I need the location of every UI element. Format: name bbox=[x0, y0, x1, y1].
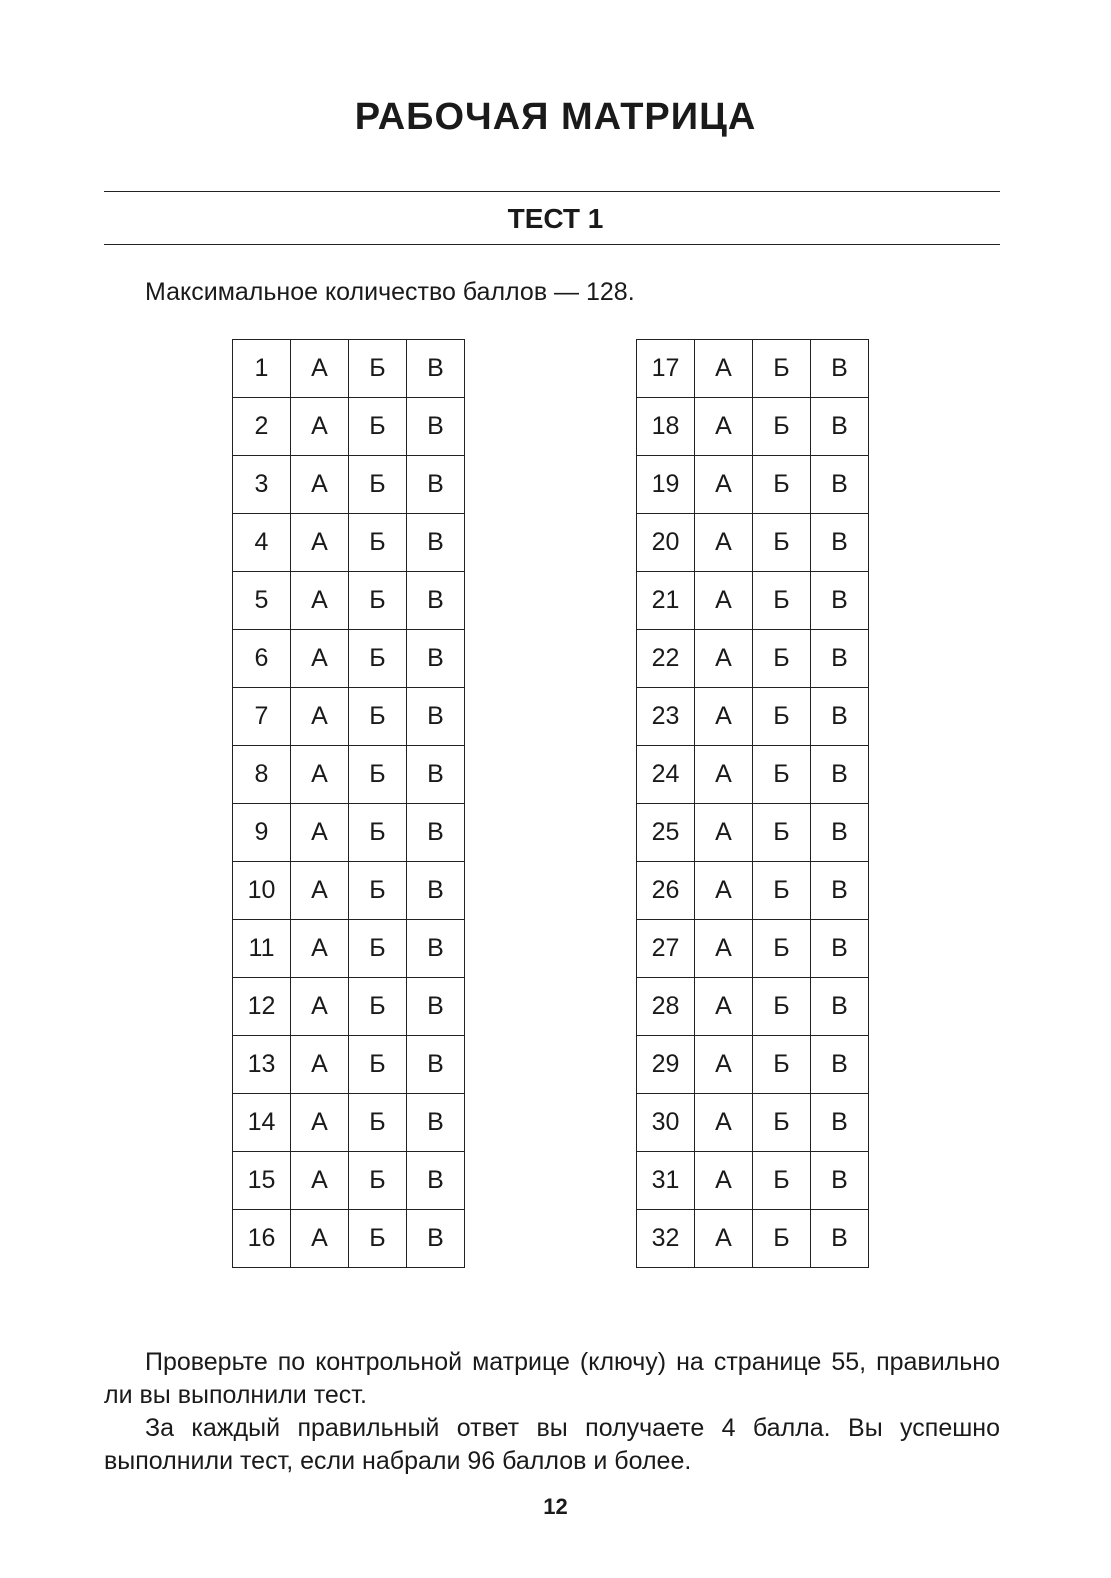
answer-option-cell[interactable]: Б bbox=[753, 1094, 811, 1152]
answer-option-cell[interactable]: В bbox=[407, 572, 465, 630]
matrix-row bbox=[637, 456, 869, 514]
question-number: 23 bbox=[637, 688, 695, 746]
answer-option-cell[interactable]: В bbox=[811, 746, 869, 804]
question-number: 13 bbox=[233, 1036, 291, 1094]
question-number: 17 bbox=[637, 340, 695, 398]
matrix-row bbox=[637, 398, 869, 456]
question-number: 26 bbox=[637, 862, 695, 920]
top-divider bbox=[104, 191, 1000, 192]
answer-option-cell[interactable]: В bbox=[811, 572, 869, 630]
answer-option-cell[interactable]: Б bbox=[349, 862, 407, 920]
answer-option-cell[interactable]: Б bbox=[753, 1152, 811, 1210]
question-number: 12 bbox=[233, 978, 291, 1036]
matrix-row bbox=[233, 1210, 465, 1268]
answer-option-cell[interactable]: Б bbox=[349, 920, 407, 978]
matrix-row bbox=[233, 456, 465, 514]
answer-option-cell[interactable]: В bbox=[407, 630, 465, 688]
answer-option-cell[interactable]: А bbox=[291, 688, 349, 746]
matrix-row bbox=[233, 804, 465, 862]
answer-option-cell[interactable]: Б bbox=[349, 514, 407, 572]
question-number: 32 bbox=[637, 1210, 695, 1268]
matrix-row bbox=[233, 398, 465, 456]
matrix-row bbox=[233, 688, 465, 746]
matrix-row bbox=[233, 1036, 465, 1094]
matrix-row bbox=[233, 862, 465, 920]
answer-option-cell[interactable]: В bbox=[407, 920, 465, 978]
question-number: 31 bbox=[637, 1152, 695, 1210]
question-number: 5 bbox=[233, 572, 291, 630]
answer-option-cell[interactable]: Б bbox=[753, 920, 811, 978]
matrix-row bbox=[637, 920, 869, 978]
matrix-row bbox=[233, 978, 465, 1036]
answer-option-cell[interactable]: Б bbox=[753, 1210, 811, 1268]
answer-option-cell[interactable]: Б bbox=[349, 1152, 407, 1210]
instruction-check bbox=[104, 1346, 1000, 1412]
answer-option-cell[interactable]: В bbox=[811, 1094, 869, 1152]
answer-option-cell[interactable]: А bbox=[291, 1094, 349, 1152]
question-number: 3 bbox=[233, 456, 291, 514]
instruction-check-text: Проверьте по контрольной матрице (ключу) на странице 55, правильно ли вы выполнили тест. bbox=[104, 1348, 1000, 1409]
answer-option-cell[interactable]: Б bbox=[349, 340, 407, 398]
answer-option-cell[interactable]: Б bbox=[753, 978, 811, 1036]
matrix-row bbox=[637, 862, 869, 920]
answer-option-cell[interactable]: Б bbox=[349, 398, 407, 456]
answer-option-cell[interactable]: В bbox=[407, 688, 465, 746]
answer-option-cell[interactable]: А bbox=[291, 1036, 349, 1094]
page-title: РАБОЧАЯ МАТРИЦА bbox=[354, 96, 757, 138]
answer-option-cell[interactable]: Б bbox=[753, 514, 811, 572]
answer-option-cell[interactable]: А bbox=[291, 920, 349, 978]
answer-option-cell[interactable]: А bbox=[695, 340, 753, 398]
answer-option-cell[interactable]: Б bbox=[349, 746, 407, 804]
instruction-scoring-text: За каждый правильный ответ вы получаете 4 балла. Вы успешно выполнили тест, если набрали 96 баллов и более. bbox=[104, 1414, 1000, 1475]
question-number: 10 bbox=[233, 862, 291, 920]
answer-option-cell[interactable]: Б bbox=[753, 804, 811, 862]
answer-option-cell[interactable]: В bbox=[407, 456, 465, 514]
question-number: 24 bbox=[637, 746, 695, 804]
question-number: 21 bbox=[637, 572, 695, 630]
answer-option-cell[interactable]: А bbox=[291, 978, 349, 1036]
question-number: 8 bbox=[233, 746, 291, 804]
answer-option-cell[interactable]: В bbox=[407, 1210, 465, 1268]
question-number: 18 bbox=[637, 398, 695, 456]
page-number: 12 bbox=[543, 1494, 568, 1519]
matrix-row bbox=[233, 1152, 465, 1210]
answer-option-cell[interactable]: В bbox=[811, 862, 869, 920]
matrix-row bbox=[637, 804, 869, 862]
answer-option-cell[interactable]: Б bbox=[753, 630, 811, 688]
instruction-scoring bbox=[104, 1412, 1000, 1478]
answer-option-cell[interactable]: А bbox=[695, 514, 753, 572]
answer-option-cell[interactable]: А bbox=[695, 920, 753, 978]
answer-option-cell[interactable]: Б bbox=[753, 456, 811, 514]
question-number: 22 bbox=[637, 630, 695, 688]
test-title: ТЕСТ 1 bbox=[507, 203, 604, 234]
answer-option-cell[interactable]: Б bbox=[349, 572, 407, 630]
answer-option-cell[interactable]: Б bbox=[349, 456, 407, 514]
matrix-row bbox=[637, 688, 869, 746]
answer-option-cell[interactable]: А bbox=[291, 572, 349, 630]
question-number: 14 bbox=[233, 1094, 291, 1152]
answer-option-cell[interactable]: Б bbox=[349, 978, 407, 1036]
answer-option-cell[interactable]: Б bbox=[349, 804, 407, 862]
matrix-row bbox=[233, 630, 465, 688]
answer-option-cell[interactable]: В bbox=[811, 456, 869, 514]
answer-option-cell[interactable]: В bbox=[407, 514, 465, 572]
matrix-row bbox=[637, 1036, 869, 1094]
matrix-row bbox=[233, 746, 465, 804]
answer-option-cell[interactable]: В bbox=[407, 1094, 465, 1152]
answer-option-cell[interactable]: В bbox=[407, 746, 465, 804]
answer-option-cell[interactable]: В bbox=[407, 804, 465, 862]
answer-option-cell[interactable]: Б bbox=[753, 398, 811, 456]
answer-option-cell[interactable]: А bbox=[291, 398, 349, 456]
answer-option-cell[interactable]: А bbox=[291, 804, 349, 862]
answer-option-cell[interactable]: В bbox=[407, 1152, 465, 1210]
matrix-row bbox=[637, 572, 869, 630]
answer-option-cell[interactable]: Б bbox=[753, 688, 811, 746]
question-number: 11 bbox=[233, 920, 291, 978]
answer-option-cell[interactable]: А bbox=[291, 1210, 349, 1268]
answer-option-cell[interactable]: А bbox=[695, 572, 753, 630]
matrix-row bbox=[233, 572, 465, 630]
question-number: 2 bbox=[233, 398, 291, 456]
answer-option-cell[interactable]: Б bbox=[349, 1210, 407, 1268]
answer-option-cell[interactable]: В bbox=[811, 978, 869, 1036]
answer-option-cell[interactable]: А bbox=[291, 514, 349, 572]
answer-option-cell[interactable]: В bbox=[407, 1036, 465, 1094]
answer-option-cell[interactable]: В bbox=[811, 920, 869, 978]
answer-option-cell[interactable]: А bbox=[695, 1094, 753, 1152]
answer-option-cell[interactable]: В bbox=[811, 1152, 869, 1210]
answer-option-cell[interactable]: Б bbox=[349, 1036, 407, 1094]
question-number: 19 bbox=[637, 456, 695, 514]
answer-option-cell[interactable]: А bbox=[695, 398, 753, 456]
answer-option-cell[interactable]: В bbox=[811, 804, 869, 862]
question-number: 4 bbox=[233, 514, 291, 572]
question-number: 25 bbox=[637, 804, 695, 862]
answer-matrix-left bbox=[232, 339, 465, 1268]
matrix-row bbox=[637, 340, 869, 398]
matrix-row bbox=[637, 630, 869, 688]
question-number: 16 bbox=[233, 1210, 291, 1268]
answer-option-cell[interactable]: Б bbox=[349, 630, 407, 688]
answer-option-cell[interactable]: В bbox=[407, 862, 465, 920]
answer-option-cell[interactable]: А bbox=[695, 804, 753, 862]
answer-option-cell[interactable]: А bbox=[695, 1210, 753, 1268]
answer-option-cell[interactable]: Б bbox=[753, 1036, 811, 1094]
matrix-row bbox=[637, 1210, 869, 1268]
answer-option-cell[interactable]: А bbox=[291, 340, 349, 398]
matrix-row bbox=[637, 746, 869, 804]
question-number: 9 bbox=[233, 804, 291, 862]
answer-option-cell[interactable]: А bbox=[695, 456, 753, 514]
answer-option-cell[interactable]: А bbox=[695, 630, 753, 688]
answer-option-cell[interactable]: А bbox=[291, 630, 349, 688]
question-number: 15 bbox=[233, 1152, 291, 1210]
answer-matrix-right bbox=[636, 339, 869, 1268]
answer-option-cell[interactable]: Б bbox=[753, 746, 811, 804]
answer-option-cell[interactable]: А bbox=[291, 456, 349, 514]
answer-option-cell[interactable]: В bbox=[811, 1036, 869, 1094]
answer-option-cell[interactable]: В bbox=[811, 340, 869, 398]
matrix-row bbox=[637, 514, 869, 572]
matrix-row bbox=[637, 1094, 869, 1152]
answer-option-cell[interactable]: В bbox=[811, 514, 869, 572]
question-number: 1 bbox=[233, 340, 291, 398]
question-number: 29 bbox=[637, 1036, 695, 1094]
matrix-row bbox=[637, 978, 869, 1036]
matrix-row bbox=[233, 514, 465, 572]
bottom-divider bbox=[104, 244, 1000, 245]
answer-option-cell[interactable]: Б bbox=[349, 688, 407, 746]
answer-option-cell[interactable]: А bbox=[291, 746, 349, 804]
answer-option-cell[interactable]: Б bbox=[753, 572, 811, 630]
answer-option-cell[interactable]: В bbox=[407, 978, 465, 1036]
matrix-row bbox=[233, 340, 465, 398]
question-number: 27 bbox=[637, 920, 695, 978]
answer-option-cell[interactable]: В bbox=[811, 1210, 869, 1268]
question-number: 20 bbox=[637, 514, 695, 572]
answer-option-cell[interactable]: В bbox=[811, 688, 869, 746]
answer-option-cell[interactable]: А bbox=[291, 862, 349, 920]
answer-option-cell[interactable]: А bbox=[695, 1152, 753, 1210]
answer-option-cell[interactable]: В bbox=[407, 398, 465, 456]
answer-option-cell[interactable]: В bbox=[811, 630, 869, 688]
question-number: 7 bbox=[233, 688, 291, 746]
answer-option-cell[interactable]: Б bbox=[349, 1094, 407, 1152]
matrix-row bbox=[637, 1152, 869, 1210]
answer-option-cell[interactable]: А bbox=[695, 1036, 753, 1094]
question-number: 28 bbox=[637, 978, 695, 1036]
matrix-row bbox=[233, 1094, 465, 1152]
answer-option-cell[interactable]: А bbox=[695, 978, 753, 1036]
answer-option-cell[interactable]: А bbox=[695, 688, 753, 746]
answer-option-cell[interactable]: Б bbox=[753, 862, 811, 920]
answer-option-cell[interactable]: В bbox=[407, 340, 465, 398]
answer-option-cell[interactable]: А bbox=[695, 746, 753, 804]
answer-option-cell[interactable]: А bbox=[695, 862, 753, 920]
matrix-row bbox=[233, 920, 465, 978]
question-number: 6 bbox=[233, 630, 291, 688]
answer-option-cell[interactable]: Б bbox=[753, 340, 811, 398]
answer-option-cell[interactable]: В bbox=[811, 398, 869, 456]
max-score-text: Максимальное количество баллов — 128. bbox=[145, 278, 635, 306]
question-number: 30 bbox=[637, 1094, 695, 1152]
answer-option-cell[interactable]: А bbox=[291, 1152, 349, 1210]
